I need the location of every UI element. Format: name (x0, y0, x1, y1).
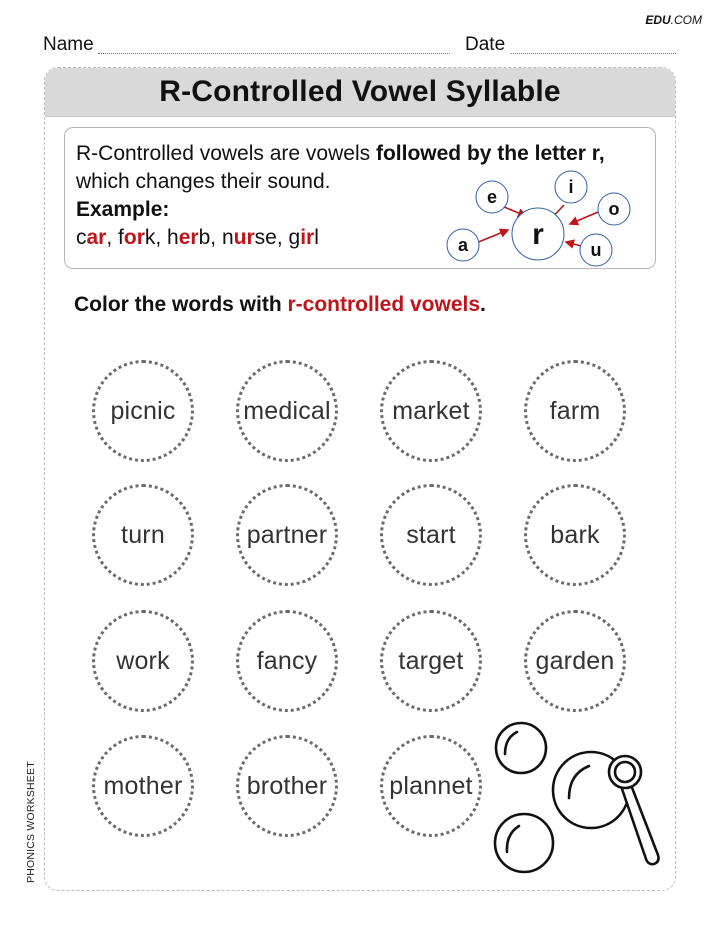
name-label: Name (43, 34, 94, 55)
example-words: car, fork, herb, nurse, girl (76, 226, 319, 249)
word-circle-fancy[interactable]: fancy (236, 610, 338, 712)
date-line[interactable] (511, 53, 676, 54)
page-title: R-Controlled Vowel Syllable (159, 75, 561, 108)
word-circle-turn[interactable]: turn (92, 484, 194, 586)
word-circle-brother[interactable]: brother (236, 735, 338, 837)
example-label: Example: (76, 198, 170, 221)
definition-line-2: which changes their sound. (76, 170, 331, 193)
example-word: nurse (221, 226, 277, 249)
arrow-o (570, 212, 598, 224)
example-word: girl (288, 226, 319, 249)
word-circle-mother[interactable]: mother (92, 735, 194, 837)
word-circle-market[interactable]: market (380, 360, 482, 462)
bubbles-illustration-icon (491, 720, 661, 885)
brand-logo: EDU.COM (645, 13, 702, 27)
definition-line-1-bold: followed by the letter r, (375, 142, 605, 165)
bubble-wand-handle-icon (621, 785, 659, 864)
word-circle-medical[interactable]: medical (236, 360, 338, 462)
example-word: car (76, 226, 107, 249)
word-circle-work[interactable]: work (92, 610, 194, 712)
word-circle-plannet[interactable]: plannet (380, 735, 482, 837)
definition-line-1: R-Controlled vowels are vowels (76, 142, 376, 165)
word-circle-picnic[interactable]: picnic (92, 360, 194, 462)
word-circle-partner[interactable]: partner (236, 484, 338, 586)
worksheet-frame (44, 67, 676, 891)
date-label: Date (465, 34, 506, 55)
word-circle-start[interactable]: start (380, 484, 482, 586)
word-circle-garden[interactable]: garden (524, 610, 626, 712)
bubble-small-icon (496, 723, 546, 773)
bubble-bottom-icon (495, 814, 553, 872)
word-circle-bark[interactable]: bark (524, 484, 626, 586)
bubble-wand-loop-inner-icon (615, 762, 635, 782)
vowel-i: i (568, 177, 574, 197)
word-circle-farm[interactable]: farm (524, 360, 626, 462)
vowel-u: u (590, 240, 602, 260)
vowel-r-diagram (437, 168, 657, 270)
title-bar (45, 68, 675, 117)
example-word: fork (118, 226, 156, 249)
example-word: herb (167, 226, 211, 249)
name-line[interactable] (98, 53, 450, 54)
vowel-o: o (608, 199, 620, 219)
vowel-e: e (486, 187, 498, 207)
vowel-a: a (457, 235, 469, 255)
arrow-a (476, 230, 508, 243)
sidebar-label: PHONICS WORKSHEET (25, 761, 37, 883)
instruction: Color the words with r-controlled vowels. (74, 293, 486, 316)
definition-box (64, 127, 656, 269)
word-circle-target[interactable]: target (380, 610, 482, 712)
center-r-letter: r (532, 218, 544, 251)
